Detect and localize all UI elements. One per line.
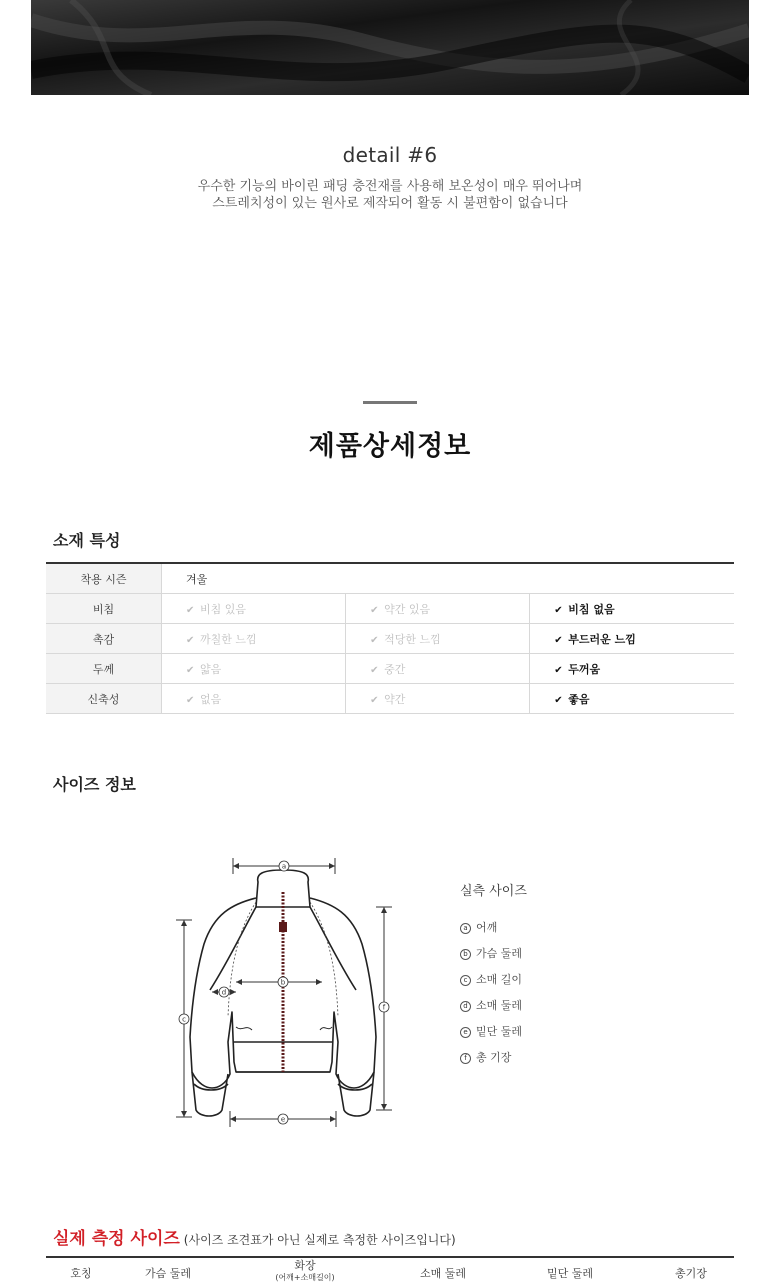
legend-item: c 소매 길이: [460, 971, 522, 987]
legend-item: d 소매 둘레: [460, 997, 522, 1013]
check-icon: ✔: [186, 634, 195, 646]
header-cell: 소매 둘레: [419, 1267, 466, 1280]
check-icon: ✔: [186, 604, 195, 616]
measure-subtitle: (사이즈 조견표가 아닌 실제로 측정한 사이즈입니다): [183, 1233, 456, 1247]
circle-b-icon: b: [460, 949, 471, 960]
option-cell: ✔ 중간: [346, 654, 530, 684]
header-cell: 화장 (어깨+소매길이): [275, 1259, 335, 1282]
row-label: 촉감: [46, 624, 162, 654]
jacket-size-diagram: [170, 852, 400, 1132]
legend-title: 실측 사이즈: [460, 884, 527, 899]
option-cell: ✔ 약간: [346, 684, 530, 714]
option-cell: ✔ 약간 있음: [346, 594, 530, 624]
check-icon: ✔: [186, 664, 195, 676]
option-cell: ✔ 얇음: [162, 654, 346, 684]
table-row: [46, 684, 734, 714]
svg-text:b: b: [280, 978, 286, 987]
option-cell-selected: ✔ 비침 없음: [530, 594, 734, 624]
circle-e-icon: e: [460, 1027, 471, 1038]
table-row: [46, 594, 734, 624]
check-icon: ✔: [554, 604, 563, 616]
legend-item: a 어깨: [460, 919, 497, 935]
svg-text:d: d: [221, 988, 227, 997]
circle-a-icon: a: [460, 923, 471, 934]
svg-text:a: a: [281, 862, 287, 871]
svg-text:f: f: [382, 1003, 386, 1012]
header-cell: 총기장: [675, 1267, 707, 1280]
detail-description: [0, 178, 780, 212]
material-section-title: 소재 특성: [53, 531, 121, 550]
material-table: [46, 562, 734, 714]
check-icon: ✔: [186, 694, 195, 706]
row-label: 비침: [46, 594, 162, 624]
header-cell: 호칭: [70, 1267, 92, 1280]
option-cell: ✔ 까칠한 느낌: [162, 624, 346, 654]
option-cell: ✔ 없음: [162, 684, 346, 714]
circle-f-icon: f: [460, 1053, 471, 1064]
jacket-drawing-icon: [170, 852, 400, 1132]
check-icon: ✔: [554, 694, 563, 706]
option-cell-selected: ✔ 두꺼움: [530, 654, 734, 684]
svg-text:e: e: [280, 1115, 286, 1124]
legend-item: e 밑단 둘레: [460, 1023, 522, 1039]
circle-d-icon: d: [460, 1001, 471, 1012]
check-icon: ✔: [370, 634, 379, 646]
detail-title: detail #6: [342, 143, 438, 167]
circle-c-icon: c: [460, 975, 471, 986]
fabric-detail-image: [31, 0, 749, 95]
option-cell-selected: ✔ 부드러운 느낌: [530, 624, 734, 654]
product-detail-title: 제품상세정보: [308, 431, 472, 462]
detail-desc-line2: 스트레치성이 있는 원사로 제작되어 활동 시 불편함이 없습니다: [212, 196, 568, 211]
check-icon: ✔: [370, 604, 379, 616]
check-icon: ✔: [370, 694, 379, 706]
option-cell: ✔ 적당한 느낌: [346, 624, 530, 654]
row-label: 두께: [46, 654, 162, 684]
header-cell: 가슴 둘레: [144, 1267, 191, 1280]
row-label: 신축성: [46, 684, 162, 714]
check-icon: ✔: [554, 664, 563, 676]
svg-text:c: c: [182, 1015, 186, 1024]
table-row: [46, 654, 734, 684]
option-cell-selected: ✔ 좋음: [530, 684, 734, 714]
check-icon: ✔: [554, 634, 563, 646]
size-section-title: 사이즈 정보: [53, 775, 136, 794]
row-label: 착용 시즌: [46, 563, 162, 594]
table-row: [46, 624, 734, 654]
measure-section-title: 실제 측정 사이즈 (사이즈 조견표가 아닌 실제로 측정한 사이즈입니다): [53, 1229, 456, 1249]
check-icon: ✔: [370, 664, 379, 676]
size-table-header: [46, 1256, 734, 1282]
option-cell: ✔ 비침 있음: [162, 594, 346, 624]
header-cell: 밑단 둘레: [546, 1267, 593, 1280]
season-value: 겨울: [162, 563, 735, 594]
section-divider: [363, 401, 417, 404]
legend-item: b 가슴 둘레: [460, 945, 522, 961]
legend-item: f 총 기장: [460, 1049, 511, 1065]
detail-desc-line1: 우수한 기능의 바이린 패딩 충전재를 사용해 보온성이 매우 뛰어나며: [197, 179, 583, 194]
table-row: [46, 563, 734, 594]
